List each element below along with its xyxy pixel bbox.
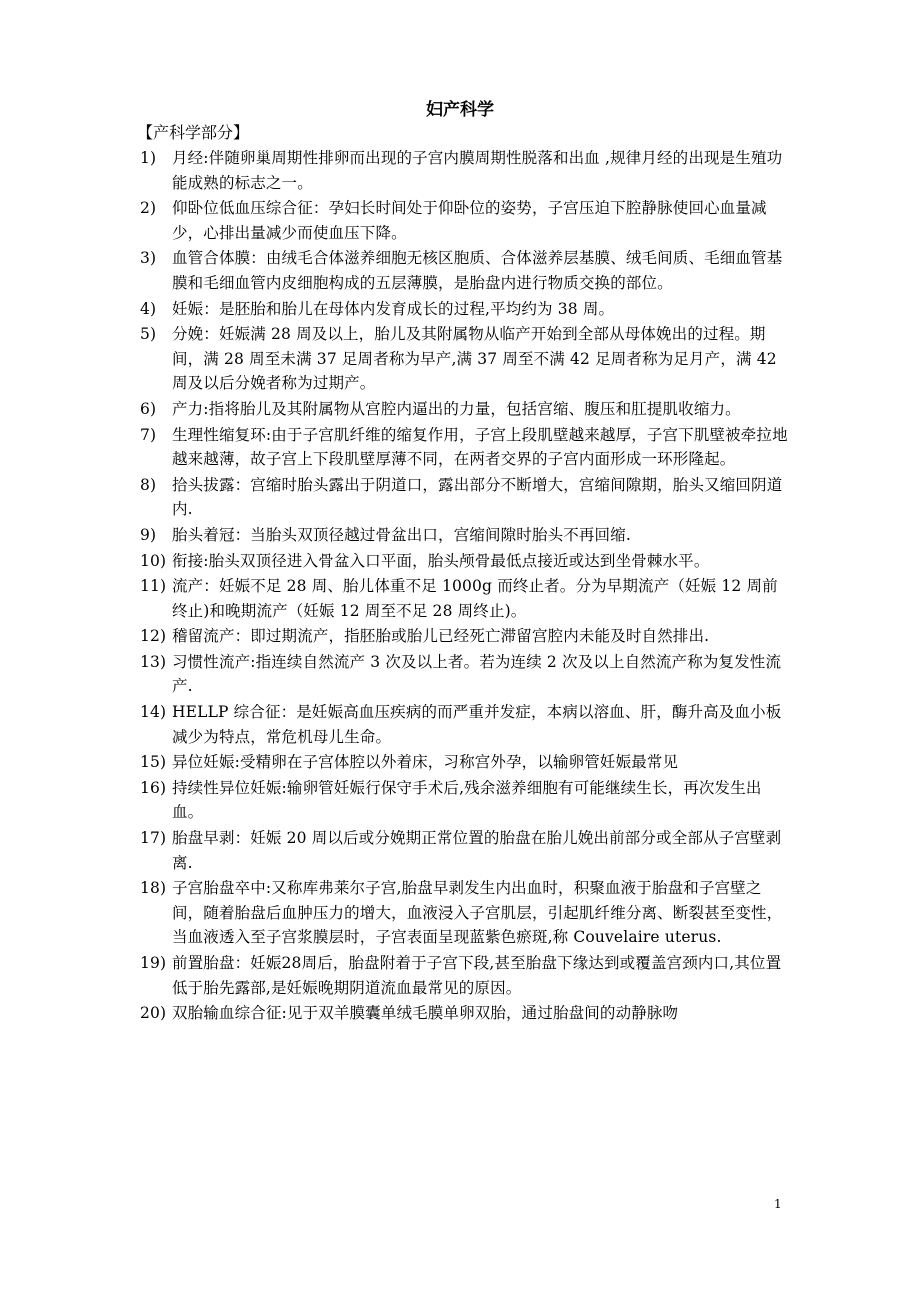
list-item-number: 5) <box>140 325 157 344</box>
list-item-text: 胎头着冠：当胎头双顶径越过骨盆出口，宫缩间隙时胎头不再回缩. <box>172 525 631 544</box>
list-item-text: 生理性缩复环:由于子宫肌纤维的缩复作用，子宫上段肌壁越来越厚，子宫下肌壁被牵拉地越来越薄，故子宫上下段肌壁厚薄不同，在两者交界的子宫内面形成一环形隆起。 <box>172 425 788 469</box>
list-item-text: 子宫胎盘卒中:又称库弗莱尔子宫,胎盘早剥发生内出血时，积聚血液于胎盘和子宫壁之间，随着胎盘后血肿压力的增大，血液浸入子宫肌层，引起肌纤维分离、断裂甚至变性，当血液透入至子宫浆膜层时，子宫表面呈现蓝紫色瘀斑,称 Couvelaire uterus. <box>172 879 783 947</box>
list-item <box>0 700 790 749</box>
list-item-text: 仰卧位低血压综合征：孕妇长时间处于仰卧位的姿势，子宫压迫下腔静脉使回心血量减少，心排出量减少而使血压下降。 <box>172 199 767 242</box>
list-item <box>0 473 790 522</box>
list-item-text: 前置胎盘：妊娠28周后，胎盘附着于子宫下段,甚至胎盘下缘达到或覆盖宫颈内口,其位置低于胎先露部,是妊娠晚期阴道流血最常见的原因。 <box>172 954 782 997</box>
list-item-number: 13) <box>140 652 167 671</box>
list-item-text: 异位妊娠:受精卵在子宫体腔以外着床，习称宫外孕，以输卵管妊娠最常见 <box>172 753 679 772</box>
list-item-text: 衔接:胎头双顶径进入骨盆入口平面，胎头颅骨最低点接近或达到坐骨棘水平。 <box>172 551 710 570</box>
list-item <box>0 196 790 245</box>
list-item-text: 妊娠：是胚胎和胎儿在母体内发育成长的过程,平均约为 38 周。 <box>172 299 615 318</box>
list-item <box>0 574 790 623</box>
list-item-number: 3) <box>140 249 157 268</box>
list-item-number: 14) <box>140 703 167 722</box>
list-item-text: 产力:指将胎儿及其附属物从宫腔内逼出的力量，包括宫缩、腹压和肛提肌收缩力。 <box>172 399 741 418</box>
list-item-text: 习惯性流产:指连续自然流产 3 次及以上者。若为连续 2 次及以上自然流产称为复发性流产. <box>172 652 782 696</box>
list-item-number: 15) <box>140 753 167 772</box>
list-item <box>0 523 790 548</box>
list-item-number: 6) <box>140 399 157 418</box>
list-item-text: 分娩：妊娠满 28 周及以上，胎儿及其附属物从临产开始到全部从母体娩出的过程。期间，满 28 周至未满 37 足周者称为早产,满 37 周至不满 42 足周者称为足月产，满 42 周及以后分娩者称为过期产。 <box>172 325 777 393</box>
list-item-number: 18) <box>140 879 167 898</box>
list-item <box>0 826 790 875</box>
list-item-number: 11) <box>140 577 167 596</box>
list-item-number: 19) <box>140 954 167 972</box>
list-item-number: 7) <box>140 425 157 444</box>
list-item <box>0 397 790 422</box>
list-item <box>0 297 790 322</box>
list-item-text: 胎盘早剥：妊娠 20 周以后或分娩期正常位置的胎盘在胎儿娩出前部分或全部从子宫壁剥离. <box>172 829 782 872</box>
page-number: 1 <box>774 1197 782 1211</box>
list-item <box>0 1001 790 1026</box>
list-item-number: 8) <box>140 475 157 494</box>
list-item <box>0 322 790 396</box>
list-item-number: 1) <box>140 149 157 167</box>
list-item <box>0 750 790 775</box>
list-item-text: 持续性异位妊娠:输卵管妊娠行保守手术后,残余滋养细胞有可能继续生长，再次发生出血。 <box>172 778 762 822</box>
list-item-number: 10) <box>140 551 167 570</box>
list-item-text: 血管合体膜：由绒毛合体滋养细胞无核区胞质、合体滋养层基膜、绒毛间质、毛细血管基膜和毛细血管内皮细胞构成的五层薄膜，是胎盘内进行物质交换的部位。 <box>172 249 783 292</box>
list-item <box>0 776 790 825</box>
list-item <box>0 146 790 195</box>
list-item-text: 流产：妊娠不足 28 周、胎儿体重不足 1000g 而终止者。分为早期流产（妊娠 12 周前终止)和晚期流产（妊娠 12 周至不足 28 周终止)。 <box>172 577 778 620</box>
list-item <box>0 624 790 649</box>
list-item <box>0 951 790 1000</box>
definition-list <box>0 146 920 1027</box>
list-item <box>0 423 790 472</box>
list-item-text: HELLP 综合征：是妊娠高血压疾病的而严重并发症，本病以溶血、肝，酶升高及血小板减少为特点，常危机母儿生命。 <box>172 703 782 746</box>
list-item-number: 2) <box>140 199 157 218</box>
list-item <box>0 876 790 950</box>
list-item-number: 20) <box>140 1004 167 1023</box>
list-item-text: 稽留流产：即过期流产，指胚胎或胎儿已经死亡滞留宫腔内未能及时自然排出. <box>172 627 710 646</box>
list-item-number: 9) <box>140 525 157 544</box>
list-item <box>0 246 790 295</box>
list-item <box>0 549 790 574</box>
list-item-number: 16) <box>140 778 167 797</box>
list-item <box>0 650 790 699</box>
list-item-text: 月经:伴随卵巢周期性排卵而出现的子宫内膜周期性脱落和出血 ,规律月经的出现是生殖功能成熟的标志之一。 <box>172 149 783 192</box>
section-heading: 【产科学部分】 <box>137 123 250 142</box>
list-item-number: 4) <box>140 299 157 318</box>
list-item-number: 17) <box>140 829 167 848</box>
page-title: 妇产科学 <box>426 100 494 120</box>
list-item-number: 12) <box>140 627 167 646</box>
list-item-text: 双胎输血综合征:见于双羊膜囊单绒毛膜单卵双胎，通过胎盘间的动静脉吻 <box>172 1004 679 1023</box>
list-item-text: 拾头拔露：宫缩时胎头露出于阴道口，露出部分不断增大，宫缩间隙期，胎头又缩回阴道内. <box>172 475 783 519</box>
